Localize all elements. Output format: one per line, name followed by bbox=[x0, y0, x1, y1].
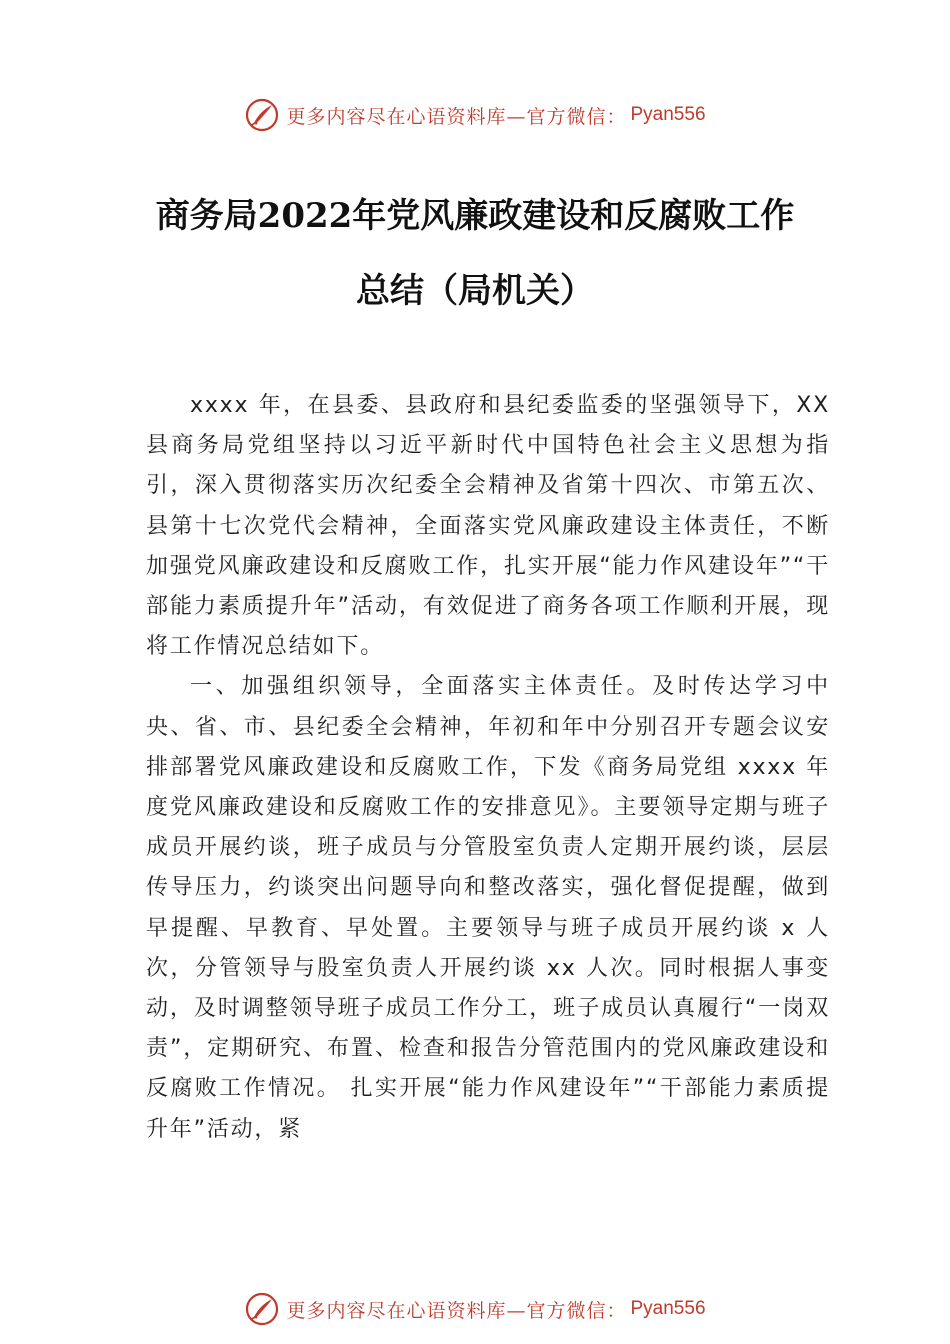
watermark-banner-top bbox=[0, 95, 950, 135]
paragraph-section-1: 一、加强组织领导，全面落实主体责任。及时传达学习中央、省、市、县纪委全会精神，年初和年中分别召开专题会议安排部署党风廉政建设和反腐败工作，下发《商务局党组 xxxx 年度党风廉政建设和反腐败工作的安排意见》。主要领导定期与班子成员开展约谈，班子成员与分管股室负责人定期开展约谈，层层传导压力，约谈突出问题导向和整改落实，强化督促提醒，做到早提醒、早教育、早处置。主要领导与班子成员开展约谈 x 人次，分管领导与股室负责人开展约谈 xx 人次。同时根据人事变动，及时调整领导班子成员工作分工，班子成员认真履行“一岗双责”，定期研究、布置、检查和报告分管范围内的党风廉政建设和反腐败工作情况。 扎实开展“能力作风建设年”“干部能力素质提升年”活动，紧 bbox=[146, 674, 830, 1142]
paragraph-intro: xxxx 年，在县委、县政府和县纪委监委的坚强领导下，XX县商务局党组坚持以习近平新时代中国特色社会主义思想为指引，深入贯彻落实历次纪委全会精神及省第十四次、市第五次、县第十七次党代会精神，全面落实党风廉政建设主体责任，不断加强党风廉政建设和反腐败工作，扎实开展“能力作风建设年”“干部能力素质提升年”活动，有效促进了商务各项工作顺利开展，现将工作情况总结如下。 bbox=[146, 393, 830, 660]
watermark-text: 更多内容尽在心语资料库—官方微信： bbox=[286, 105, 627, 128]
brush-logo-icon bbox=[244, 1291, 280, 1327]
watermark-text: 更多内容尽在心语资料库—官方微信： bbox=[286, 1299, 627, 1322]
brush-logo-icon bbox=[244, 97, 280, 133]
page-title-line-1: 商务局2022年党风廉政建设和反腐败工作 bbox=[155, 196, 795, 236]
watermark-banner-bottom bbox=[0, 1289, 950, 1329]
wechat-id: Pyan556 bbox=[630, 104, 706, 125]
page-title-line-2: 总结（局机关） bbox=[356, 271, 594, 311]
wechat-id: Pyan556 bbox=[630, 1298, 706, 1319]
document-body bbox=[146, 386, 830, 1150]
